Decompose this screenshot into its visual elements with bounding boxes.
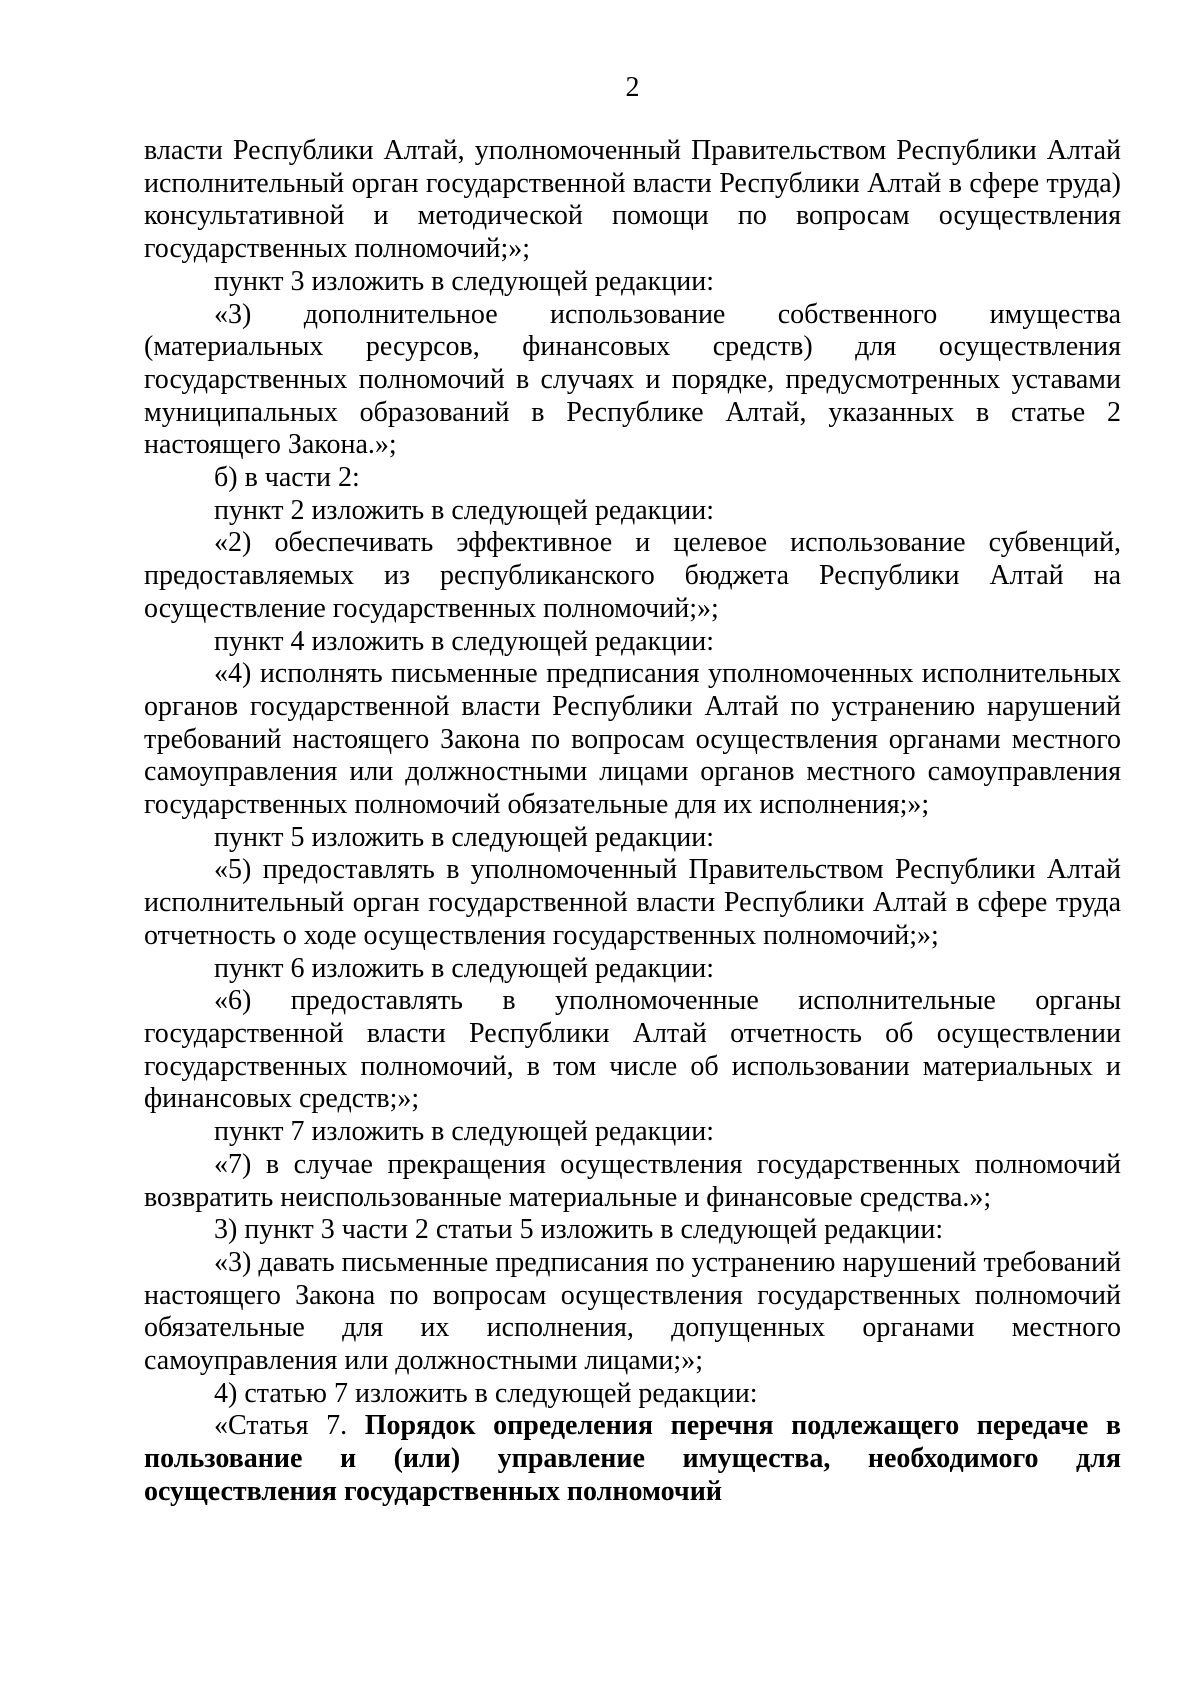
paragraph: «3) давать письменные предписания по устранению нарушений требований настоящего Закона по вопросам осуществления государственных полномочий обязательные для их исполнения, допущенных органами местного самоуправления или должностными лицами;»; (144, 1246, 1121, 1377)
paragraph: 4) статью 7 изложить в следующей редакции: (214, 1377, 758, 1409)
paragraph: власти Республики Алтай, уполномоченный Правительством Республики Алтай исполнительный орган государственной власти Республики Алтай в сфере труда) консультативной и методической помощи по вопросам осуществления государственных полномочий;»; (144, 135, 1121, 265)
paragraph: пункт 2 изложить в следующей редакции: (214, 494, 714, 526)
article-heading (144, 1410, 1121, 1508)
paragraph: «6) предоставлять в уполномоченные исполнительные органы государственной власти Республики Алтай отчетность об осуществлении государственных полномочий, в том числе об использовании материальных и финансовых средств;»; (144, 985, 1121, 1115)
paragraph: «2) обеспечивать эффективное и целевое использование субвенций, предоставляемых из республиканского бюджета Республики Алтай на осуществление государственных полномочий;»; (144, 527, 1121, 624)
page-number: 2 (625, 72, 640, 103)
paragraph: пункт 7 изложить в следующей редакции: (214, 1116, 714, 1148)
article-title: Порядок определения перечня подлежащего передаче в пользование и (или) управление имущества, необходимого для осуществления государственных полномочий (144, 1410, 1121, 1507)
paragraph: «3) дополнительное использование собственного имущества (материальных ресурсов, финансовых средств) для осуществления государственных полномочий в случаях и порядке, предусмотренных уставами муниципальных образований в Республике Алтай, указанных в статье 2 настоящего Закона.»; (144, 298, 1121, 461)
paragraph: пункт 5 изложить в следующей редакции: (214, 821, 714, 853)
paragraph: «4) исполнять письменные предписания уполномоченных исполнительных органов государственной власти Республики Алтай по устранению нарушений требований настоящего Закона по вопросам осуществления органами местного самоуправления или должностными лицами органов местного самоуправления государственных полномочий обязательные для их исполнения;»; (144, 658, 1121, 821)
paragraph: б) в части 2: (214, 462, 360, 494)
paragraph: 3) пункт 3 части 2 статьи 5 изложить в следующей редакции: (214, 1214, 944, 1246)
paragraph: «5) предоставлять в уполномоченный Правительством Республики Алтай исполнительный орган государственной власти Республики Алтай в сфере труда отчетность о ходе осуществления государственных полномочий;»; (144, 854, 1121, 951)
paragraph: пункт 6 изложить в следующей редакции: (214, 952, 714, 984)
article-prefix: «Статья 7. (214, 1410, 365, 1442)
document-body (144, 135, 1121, 1509)
paragraph: пункт 4 изложить в следующей редакции: (214, 625, 714, 657)
paragraph: пункт 3 изложить в следующей редакции: (214, 265, 714, 297)
paragraph: «7) в случае прекращения осуществления государственных полномочий возвратить неиспользованные материальные и финансовые средства.»; (144, 1148, 1121, 1213)
